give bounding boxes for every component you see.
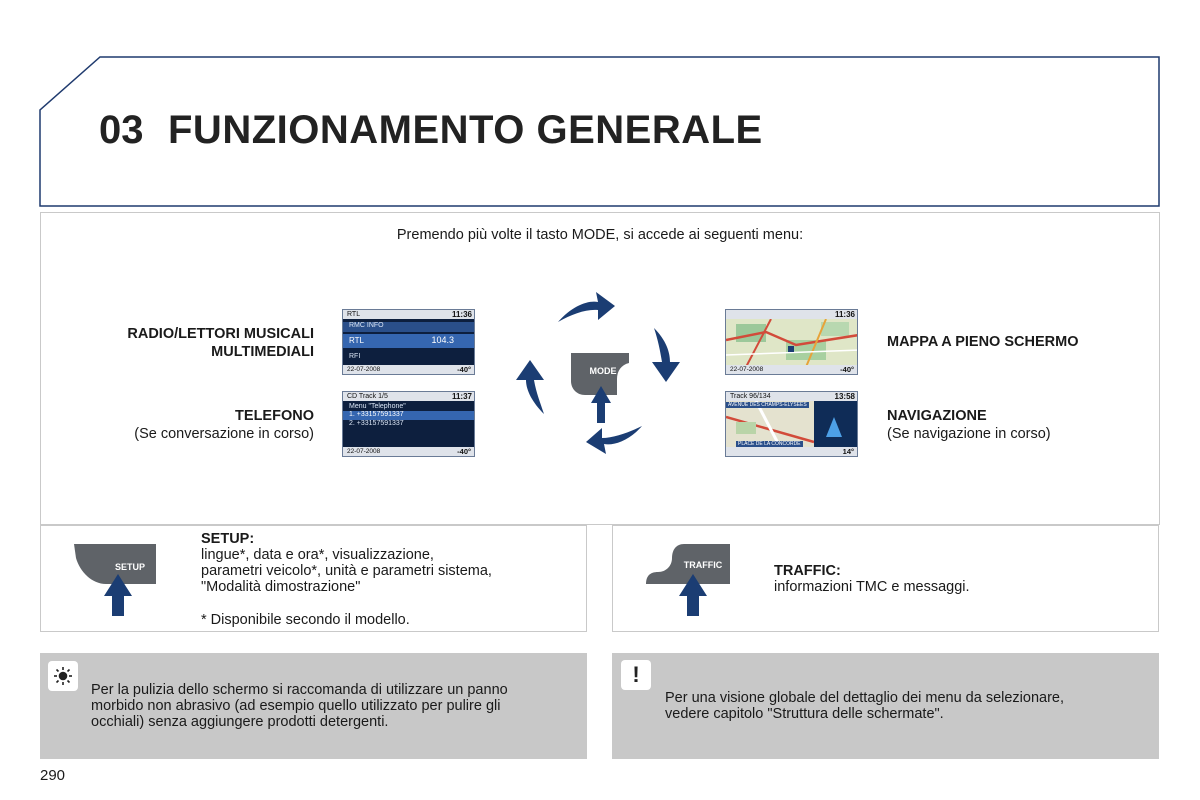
chapter-header-frame	[0, 0, 1200, 210]
navigazione-menu-label: NAVIGAZIONE (Se navigazione in corso)	[887, 408, 1051, 442]
warning-text: Per una visione globale del dettaglio dei menu da selezionare, vedere capitolo "Struttura delle schermate".	[665, 690, 1065, 722]
navigazione-screen-image: Track 96/134 13:58 AVENUE DES CHAMPS-ELYSEES PLACE DE LA CONCORDE 14°	[725, 391, 858, 457]
setup-button-label: SETUP	[114, 562, 146, 572]
cycle-arrow-left-icon	[516, 360, 544, 414]
radio-screen-image: RTL 11:36 RMC INFO RTL 104.3 RFI 22-07-2008 -40°	[342, 309, 475, 375]
page-number: 290	[40, 767, 66, 784]
cycle-arrow-right-icon	[652, 328, 680, 382]
intro-text: Premendo più volte il tasto MODE, si accede ai seguenti menu:	[396, 227, 804, 243]
tip-text: Per la pulizia dello schermo si raccomanda di utilizzare un panno morbido non abrasivo (ad esempio quello utilizzato per pulire gli occhiali) senza aggiungere prodotti detergenti.	[91, 682, 508, 730]
telefono-screen-image: CD Track 1/5 11:37 Menu "Telephone" 1. +33157591337 2. +33157591337 22-07-2008 -40°	[342, 391, 475, 457]
mode-button-label: MODE	[589, 366, 617, 376]
traffic-description: TRAFFIC: informazioni TMC e messaggi.	[774, 563, 970, 595]
cycle-arrow-bottom-icon	[586, 426, 642, 454]
mode-button[interactable]	[567, 349, 633, 425]
traffic-button[interactable]	[640, 540, 735, 620]
setup-footnote: * Disponibile secondo il modello.	[201, 612, 410, 628]
setup-button[interactable]	[70, 540, 160, 620]
mappa-screen-image: 11:36 22-07-2008 -40°	[725, 309, 858, 375]
exclamation-icon: !	[621, 660, 651, 690]
chapter-title: FUNZIONAMENTO GENERALE	[168, 108, 763, 152]
traffic-button-label: TRAFFIC	[683, 560, 723, 570]
setup-description: SETUP: lingue*, data e ora*, visualizzazione, parametri veicolo*, unità e parametri sistema, "Modalità dimostrazione"	[201, 531, 492, 595]
chapter-number: 03	[99, 108, 144, 152]
radio-menu-label: RADIO/LETTORI MUSICALI MULTIMEDIALI	[127, 326, 314, 360]
telefono-menu-label: TELEFONO (Se conversazione in corso)	[134, 408, 314, 442]
mappa-menu-label: MAPPA A PIENO SCHERMO	[887, 334, 1079, 350]
lightbulb-icon	[48, 661, 78, 691]
cycle-arrow-top-icon	[558, 292, 615, 322]
